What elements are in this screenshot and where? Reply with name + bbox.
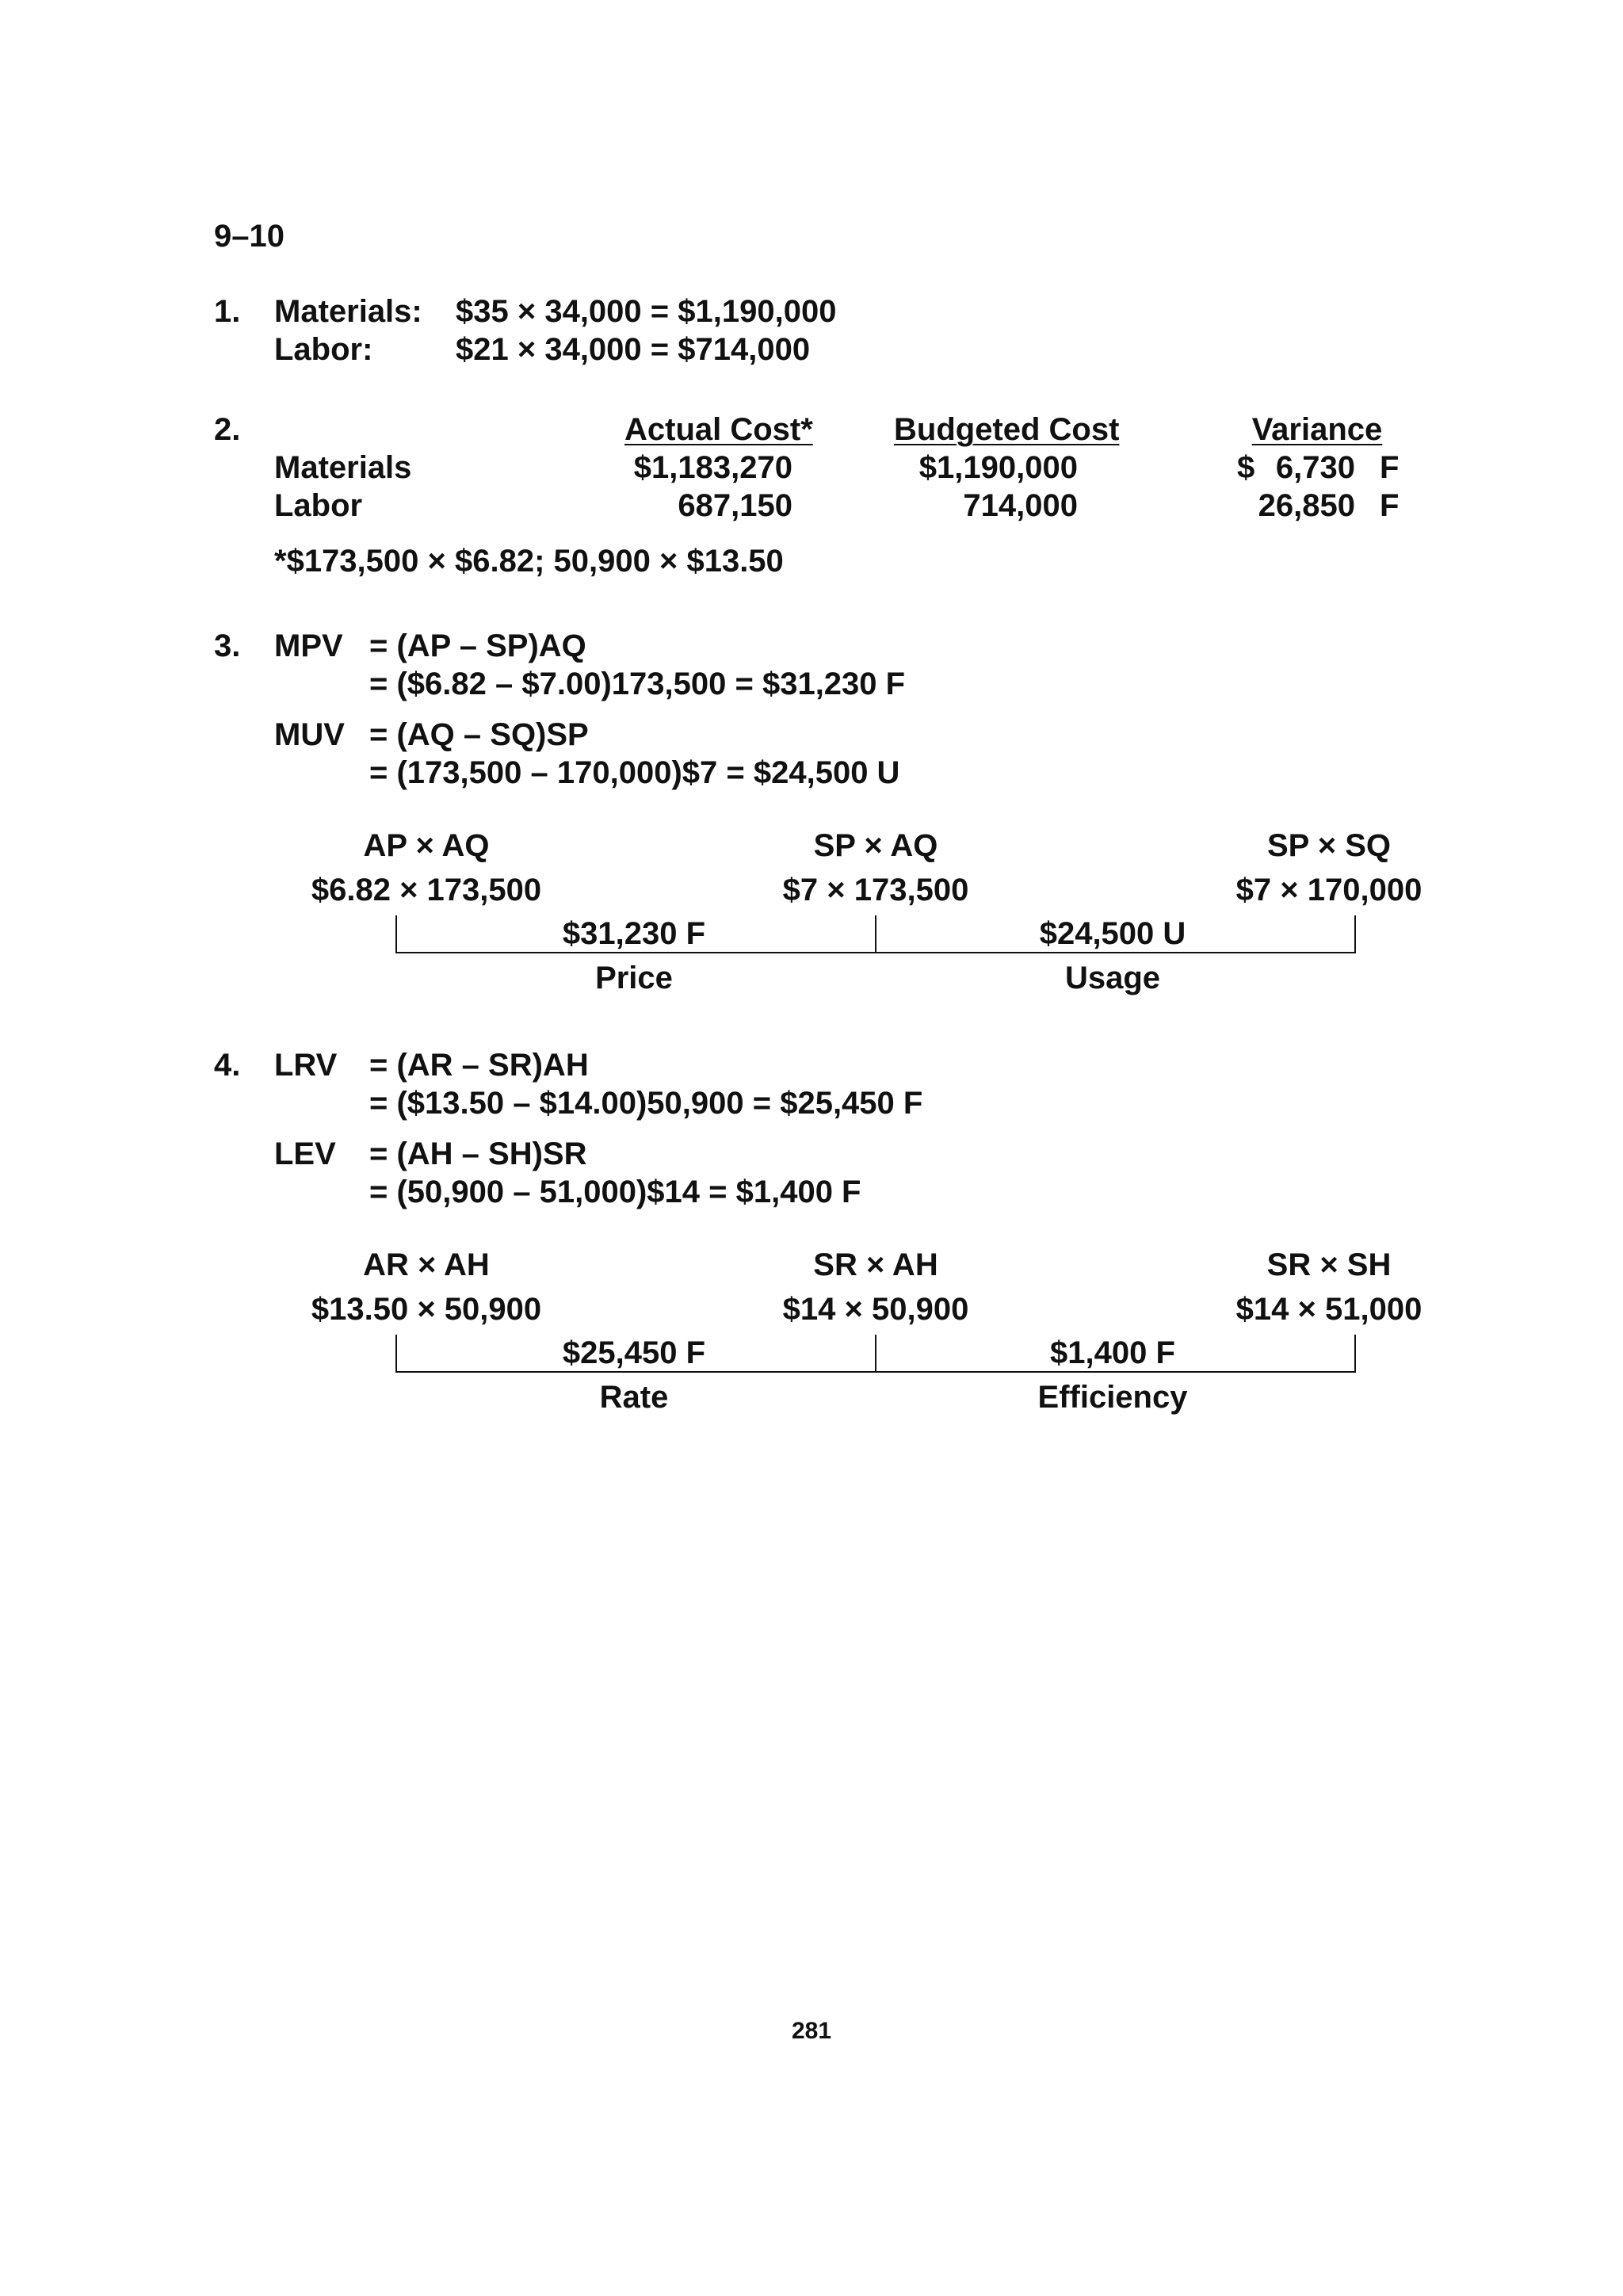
lrv-computation: = ($13.50 – $14.00)50,900 = $25,450 F [369, 1086, 923, 1121]
row-materials-actual: $1,183,270 [633, 450, 792, 485]
labor-bracket-base [395, 1371, 1356, 1373]
header-budgeted-cost: Budgeted Cost [894, 412, 1120, 447]
materials-bracket-middle [875, 915, 876, 953]
labor-bracket-middle [875, 1335, 876, 1373]
part3-number: 3. [214, 628, 241, 663]
materials-diagram-value-3: $7 × 170,000 [1235, 873, 1423, 907]
labor-efficiency-variance: $1,400 F [1050, 1335, 1175, 1370]
row-materials-label: Materials [274, 450, 412, 485]
row-materials-variance: 6,730 [1275, 450, 1355, 485]
muv-label: MUV [274, 717, 345, 752]
muv-computation: = (173,500 – 170,000)$7 = $24,500 U [369, 755, 900, 790]
materials-bracket-base [395, 952, 1356, 953]
header-variance: Variance [1251, 412, 1383, 447]
row-labor-variance: 26,850 [1258, 488, 1355, 523]
materials-bracket-left [395, 915, 397, 953]
materials-price-variance: $31,230 F [562, 916, 706, 951]
labor-rate-label: Rate [599, 1380, 669, 1415]
lev-formula: = (AH – SH)SR [369, 1137, 587, 1171]
row-materials-variance-dollar: $ [1237, 450, 1255, 485]
lev-computation: = (50,900 – 51,000)$14 = $1,400 F [369, 1175, 861, 1209]
materials-diagram-value-1: $6.82 × 173,500 [311, 873, 542, 907]
labor-diagram-value-3: $14 × 51,000 [1235, 1292, 1423, 1327]
problem-number: 9–10 [214, 219, 285, 254]
part1-materials-label: Materials: [274, 294, 422, 329]
materials-usage-label: Usage [1064, 961, 1161, 995]
materials-diagram-head-3: SP × SQ [1266, 828, 1391, 863]
row-materials-budgeted: $1,190,000 [918, 450, 1078, 485]
row-materials-flag: F [1380, 450, 1400, 485]
labor-diagram-head-1: AR × AH [363, 1247, 490, 1282]
header-actual-cost: Actual Cost* [624, 412, 813, 447]
part1-materials-formula: $35 × 34,000 = $1,190,000 [456, 294, 837, 329]
materials-diagram-head-1: AP × AQ [363, 828, 490, 863]
materials-usage-variance: $24,500 U [1039, 916, 1186, 951]
lrv-label: LRV [274, 1048, 338, 1083]
mpv-label: MPV [274, 628, 343, 663]
mpv-formula: = (AP – SP)AQ [369, 628, 586, 663]
labor-diagram-head-3: SR × SH [1266, 1247, 1392, 1282]
part2-footnote: *$173,500 × $6.82; 50,900 × $13.50 [274, 544, 784, 579]
labor-diagram-value-2: $14 × 50,900 [782, 1292, 969, 1327]
part1-labor-label: Labor: [274, 332, 373, 367]
row-labor-flag: F [1380, 488, 1400, 523]
row-labor-budgeted: 714,000 [963, 488, 1078, 523]
lrv-formula: = (AR – SR)AH [369, 1048, 589, 1083]
lev-label: LEV [274, 1137, 336, 1171]
materials-bracket-right [1354, 915, 1356, 953]
part1-number: 1. [214, 294, 241, 329]
labor-bracket-left [395, 1335, 397, 1373]
labor-diagram-value-1: $13.50 × 50,900 [311, 1292, 542, 1327]
part2-number: 2. [214, 412, 241, 447]
page-number: 281 [791, 2018, 832, 2044]
row-labor-label: Labor [274, 488, 363, 523]
labor-diagram-head-2: SR × AH [813, 1247, 938, 1282]
materials-price-label: Price [595, 961, 673, 995]
materials-diagram-head-2: SP × AQ [813, 828, 938, 863]
labor-efficiency-label: Efficiency [1037, 1380, 1188, 1415]
materials-diagram-value-2: $7 × 173,500 [782, 873, 969, 907]
row-labor-actual: 687,150 [678, 488, 792, 523]
muv-formula: = (AQ – SQ)SP [369, 717, 589, 752]
labor-bracket-right [1354, 1335, 1356, 1373]
mpv-computation: = ($6.82 – $7.00)173,500 = $31,230 F [369, 667, 906, 701]
part4-number: 4. [214, 1048, 241, 1083]
part1-labor-formula: $21 × 34,000 = $714,000 [456, 332, 811, 367]
labor-rate-variance: $25,450 F [562, 1335, 706, 1370]
